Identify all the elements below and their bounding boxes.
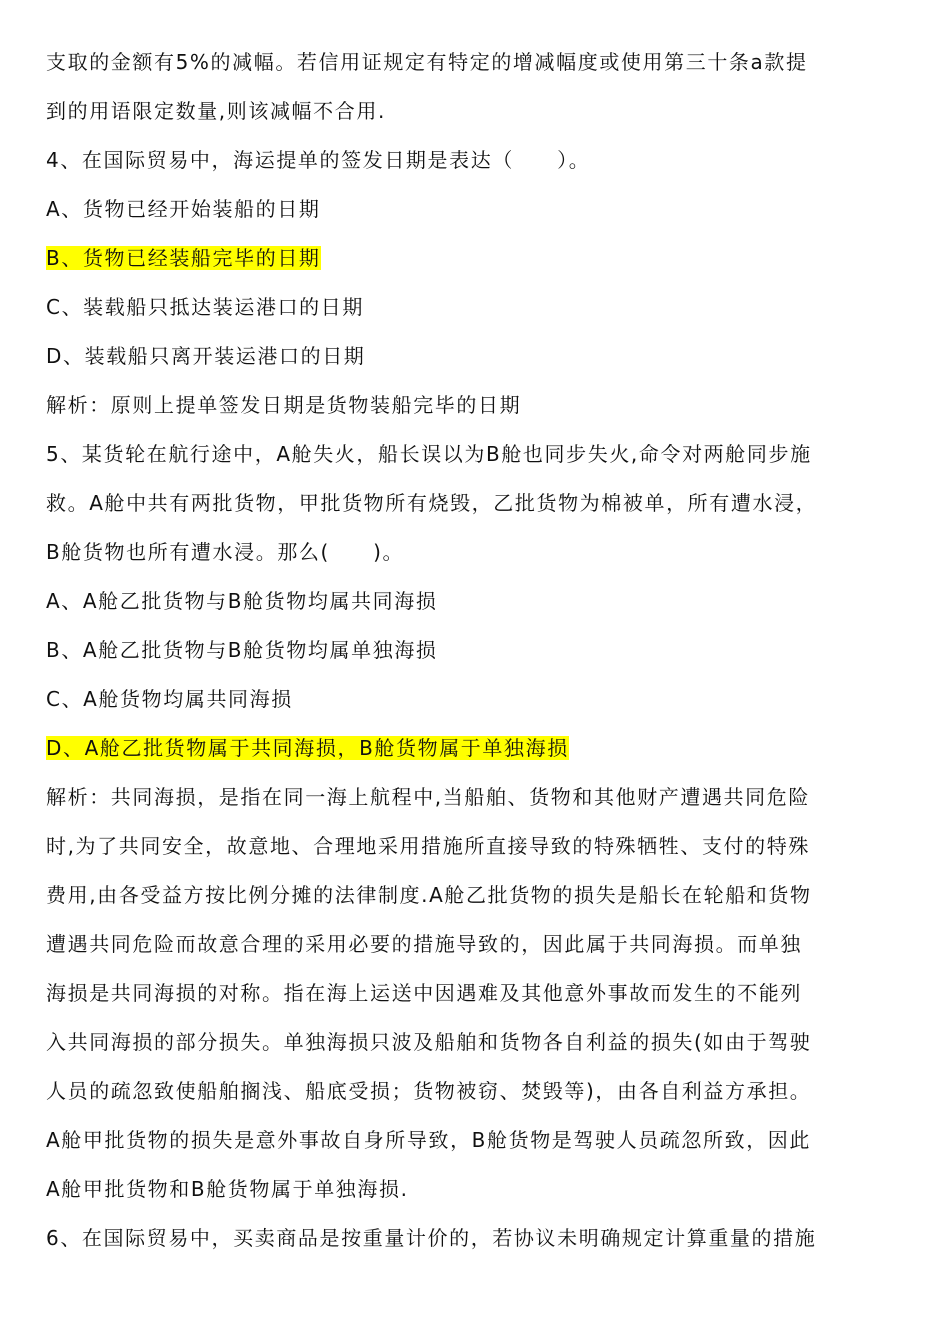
q5-question-line-2: 救。A舱中共有两批货物，甲批货物所有烧毁，乙批货物为棉被单，所有遭水浸， <box>46 491 818 515</box>
q5-question-line-3: B舱货物也所有遭水浸。那么( )。 <box>46 540 405 564</box>
q5-analysis-line-3: 费用,由各受益方按比例分摊的法律制度.A舱乙批货物的损失是船长在轮船和货物 <box>46 883 812 907</box>
q5-analysis-line-2: 时,为了共同安全，故意地、合理地采用措施所直接导致的特殊牺牲、支付的特殊 <box>46 834 810 858</box>
q5-option-a: A、A舱乙批货物与B舱货物均属共同海损 <box>46 589 438 613</box>
q5-analysis-line-4: 遭遇共同危险而故意合理的采用必要的措施导致的，因此属于共同海损。而单独 <box>46 932 802 956</box>
q5-analysis-line-7: 人员的疏忽致使船舶搁浅、船底受损；货物被窃、焚毁等)，由各自利益方承担。 <box>46 1079 812 1103</box>
q6-question-line-1: 6、在国际贸易中，买卖商品是按重量计价的，若协议未明确规定计算重量的措施 <box>46 1226 817 1250</box>
q4-option-c: C、装载船只抵达装运港口的日期 <box>46 295 364 319</box>
q4-option-d: D、装载船只离开装运港口的日期 <box>46 344 366 368</box>
q4-option-a: A、货物已经开始装船的日期 <box>46 197 321 221</box>
q5-analysis-line-9: A舱甲批货物和B舱货物属于单独海损. <box>46 1177 409 1201</box>
q4-option-b-highlighted-answer: B、货物已经装船完毕的日期 <box>46 246 321 270</box>
intro-line-1: 支取的金额有5%的减幅。若信用证规定有特定的增减幅度或使用第三十条a款提 <box>46 50 808 74</box>
q5-option-b: B、A舱乙批货物与B舱货物均属单独海损 <box>46 638 438 662</box>
q5-analysis-line-8: A舱甲批货物的损失是意外事故自身所导致，B舱货物是驾驶人员疏忽所致，因此 <box>46 1128 812 1152</box>
q5-analysis-line-5: 海损是共同海损的对称。指在海上运送中因遇难及其他意外事故而发生的不能列 <box>46 981 802 1005</box>
q5-option-c: C、A舱货物均属共同海损 <box>46 687 293 711</box>
intro-line-2: 到的用语限定数量,则该减幅不合用. <box>46 99 386 123</box>
q5-option-d-highlighted-answer: D、A舱乙批货物属于共同海损，B舱货物属于单独海损 <box>46 736 569 760</box>
q5-analysis-line-6: 入共同海损的部分损失。单独海损只波及船舶和货物各自利益的损失(如由于驾驶 <box>46 1030 812 1054</box>
q5-analysis-line-1: 解析：共同海损，是指在同一海上航程中,当船舶、货物和其他财产遭遇共同危险 <box>46 785 810 809</box>
document-page <box>46 38 910 1263</box>
q5-question-line-1: 5、某货轮在航行途中，A舱失火，船长误以为B舱也同步失火,命令对两舱同步施 <box>46 442 812 466</box>
q4-analysis: 解析：原则上提单签发日期是货物装船完毕的日期 <box>46 393 522 417</box>
q4-question: 4、在国际贸易中，海运提单的签发日期是表达（ ）。 <box>46 148 591 172</box>
